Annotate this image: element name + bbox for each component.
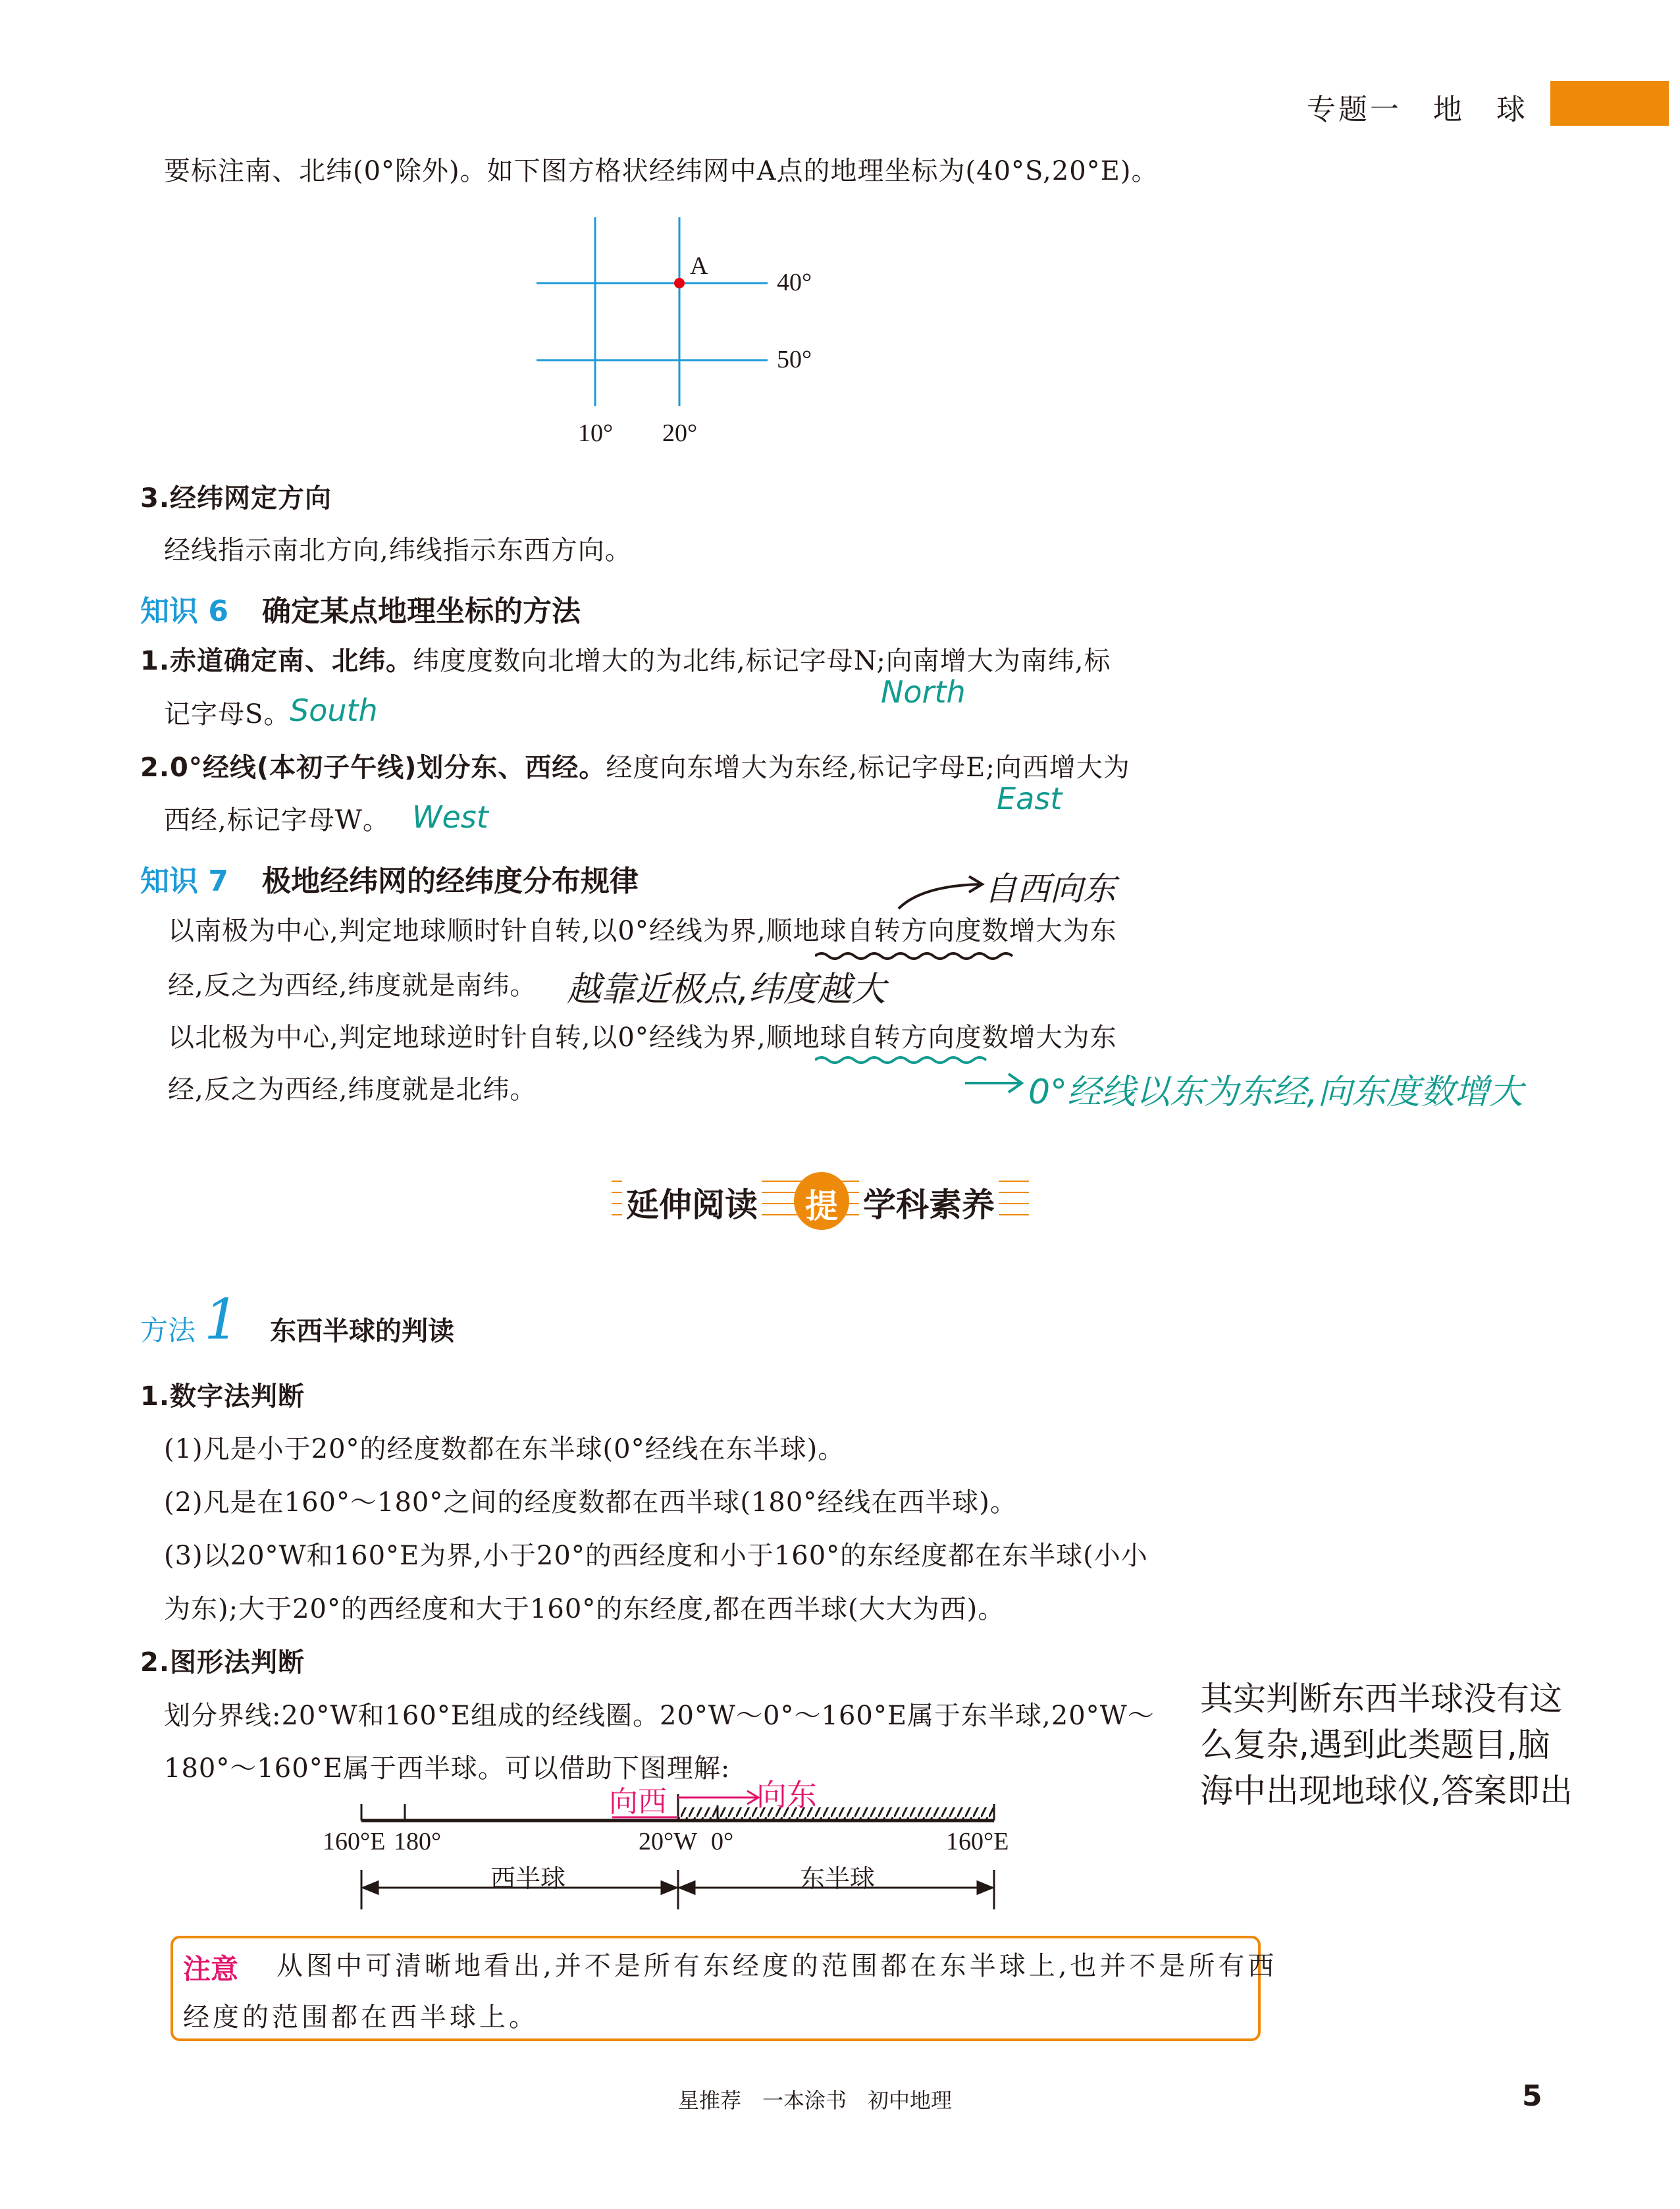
paragraph: 经度向东增大为东经,标记字母E;向西增大为 bbox=[606, 753, 1130, 783]
chapter-accent-block bbox=[1550, 81, 1669, 126]
lat-label: 40° bbox=[777, 269, 812, 296]
arrow-icon bbox=[895, 872, 987, 912]
intro-line: 要标注南、北纬(0°除外)。如下图方格状经纬网中A点的地理坐标为(40°S,20°E)。 bbox=[164, 156, 1159, 186]
east-hatch bbox=[678, 1807, 994, 1821]
arrow-icon bbox=[962, 1070, 1025, 1096]
note-label: 注意 bbox=[183, 1953, 239, 1985]
east-hemisphere-label: 东半球 bbox=[800, 1865, 876, 1893]
lon-label: 10° bbox=[578, 419, 614, 447]
paragraph: 180°～160°E属于西半球。可以借助下图理解: bbox=[164, 1753, 731, 1784]
banner-left: 延伸阅读 bbox=[622, 1179, 762, 1226]
section-heading: 2.图形法判断 bbox=[140, 1647, 305, 1678]
handwritten-west: 向西 bbox=[609, 1785, 667, 1819]
bold-lead: 1.赤道确定南、北纬。 bbox=[140, 646, 413, 676]
section-heading: 3.经纬网定方向 bbox=[140, 483, 332, 514]
paragraph: 记字母S。 bbox=[164, 699, 291, 730]
west-hemisphere-label: 西半球 bbox=[490, 1865, 566, 1893]
method-number: 1 bbox=[204, 1287, 240, 1352]
page-number: 5 bbox=[1522, 2079, 1542, 2113]
note-text: 经度的范围都在西半球上。 bbox=[183, 2002, 538, 2033]
banner-right: 学科素养 bbox=[859, 1179, 999, 1226]
paragraph: 经线指示南北方向,纬线指示东西方向。 bbox=[164, 535, 632, 566]
handwritten-note: South bbox=[290, 693, 378, 728]
paragraph: 西经,标记字母W。 bbox=[164, 805, 390, 836]
handwritten-note: 自西向东 bbox=[984, 870, 1116, 908]
paragraph: 经,反之为西经,纬度就是北纬。 bbox=[168, 1075, 537, 1105]
method-tag: 方法 bbox=[140, 1314, 196, 1346]
paragraph: 以北极为中心,判定地球逆时针自转,以0°经线为界,顺地球自转方向度数增大为东 bbox=[168, 1023, 1117, 1053]
point-a-label: A bbox=[690, 252, 708, 280]
tick-label: 20°W bbox=[639, 1828, 698, 1855]
handwritten-note: East bbox=[997, 781, 1063, 816]
tick-label: 0° bbox=[711, 1828, 734, 1855]
lon-label: 20° bbox=[662, 419, 698, 447]
chapter-title: 专题一 地 球 bbox=[1307, 93, 1528, 126]
paragraph: 划分界线:20°W和160°E组成的经线圈。20°W～0°～160°E属于东半球,20°W～ bbox=[164, 1701, 1155, 1731]
knowledge-tag: 知识 7 bbox=[140, 865, 228, 898]
handwritten-side-note bbox=[1200, 1676, 1573, 1814]
method-title: 东西半球的判读 bbox=[270, 1316, 454, 1346]
side-note-line: 其实判断东西半球没有这 bbox=[1200, 1680, 1562, 1718]
knowledge-title: 确定某点地理坐标的方法 bbox=[262, 595, 581, 628]
paragraph: 以南极为中心,判定地球顺时针自转,以0°经线为界,顺地球自转方向度数增大为东 bbox=[168, 916, 1117, 946]
paragraph: 纬度度数向北增大的为北纬,标记字母N;向南增大为南纬,标 bbox=[413, 646, 1111, 676]
tick-label: 180° bbox=[394, 1828, 442, 1855]
lat-label: 50° bbox=[777, 346, 812, 373]
handwritten-east: 向东 bbox=[756, 1777, 817, 1813]
note-text: 从图中可清晰地看出,并不是所有东经度的范围都在东半球上,也并不是所有西 bbox=[276, 1951, 1278, 1981]
list-item: 为东);大于20°的西经度和大于160°的东经度,都在西半球(大大为西)。 bbox=[164, 1594, 1005, 1624]
paragraph: 经,反之为西经,纬度就是南纬。 bbox=[168, 971, 537, 1001]
list-item: (2)凡是在160°～180°之间的经度数都在西半球(180°经线在西半球)。 bbox=[164, 1487, 1017, 1518]
handwritten-note: 越靠近极点,纬度越大 bbox=[567, 970, 886, 1009]
handwritten-note: North bbox=[881, 674, 966, 710]
knowledge-tag: 知识 6 bbox=[140, 595, 228, 628]
wavy-underline bbox=[815, 949, 1019, 963]
list-item: (1)凡是小于20°的经度数都在东半球(0°经线在东半球)。 bbox=[164, 1434, 845, 1464]
knowledge-title: 极地经纬网的经纬度分布规律 bbox=[262, 865, 639, 898]
bold-lead: 2.0°经线(本初子午线)划分东、西经。 bbox=[140, 753, 606, 783]
banner-badge-text: 提 bbox=[805, 1187, 838, 1225]
side-note-line: 么复杂,遇到此类题目,脑 bbox=[1200, 1726, 1550, 1764]
list-item: (3)以20°W和160°E为界,小于20°的西经度和小于160°的东经度都在东半球(小小 bbox=[164, 1541, 1148, 1571]
tick-label: 160°E bbox=[323, 1828, 386, 1855]
point-a bbox=[674, 278, 685, 288]
tick-label: 160°E bbox=[946, 1828, 1009, 1855]
handwritten-note: 0°经线以东为东经,向东度数增大 bbox=[1028, 1073, 1523, 1112]
section-heading: 1.数字法判断 bbox=[140, 1381, 305, 1412]
grid-figure bbox=[527, 211, 829, 454]
footer-series: 星推荐 一本涂书 初中地理 bbox=[678, 2088, 953, 2113]
wavy-underline bbox=[815, 1053, 993, 1067]
handwritten-note: West bbox=[412, 799, 488, 835]
side-note-line: 海中出现地球仪,答案即出 bbox=[1200, 1772, 1573, 1810]
